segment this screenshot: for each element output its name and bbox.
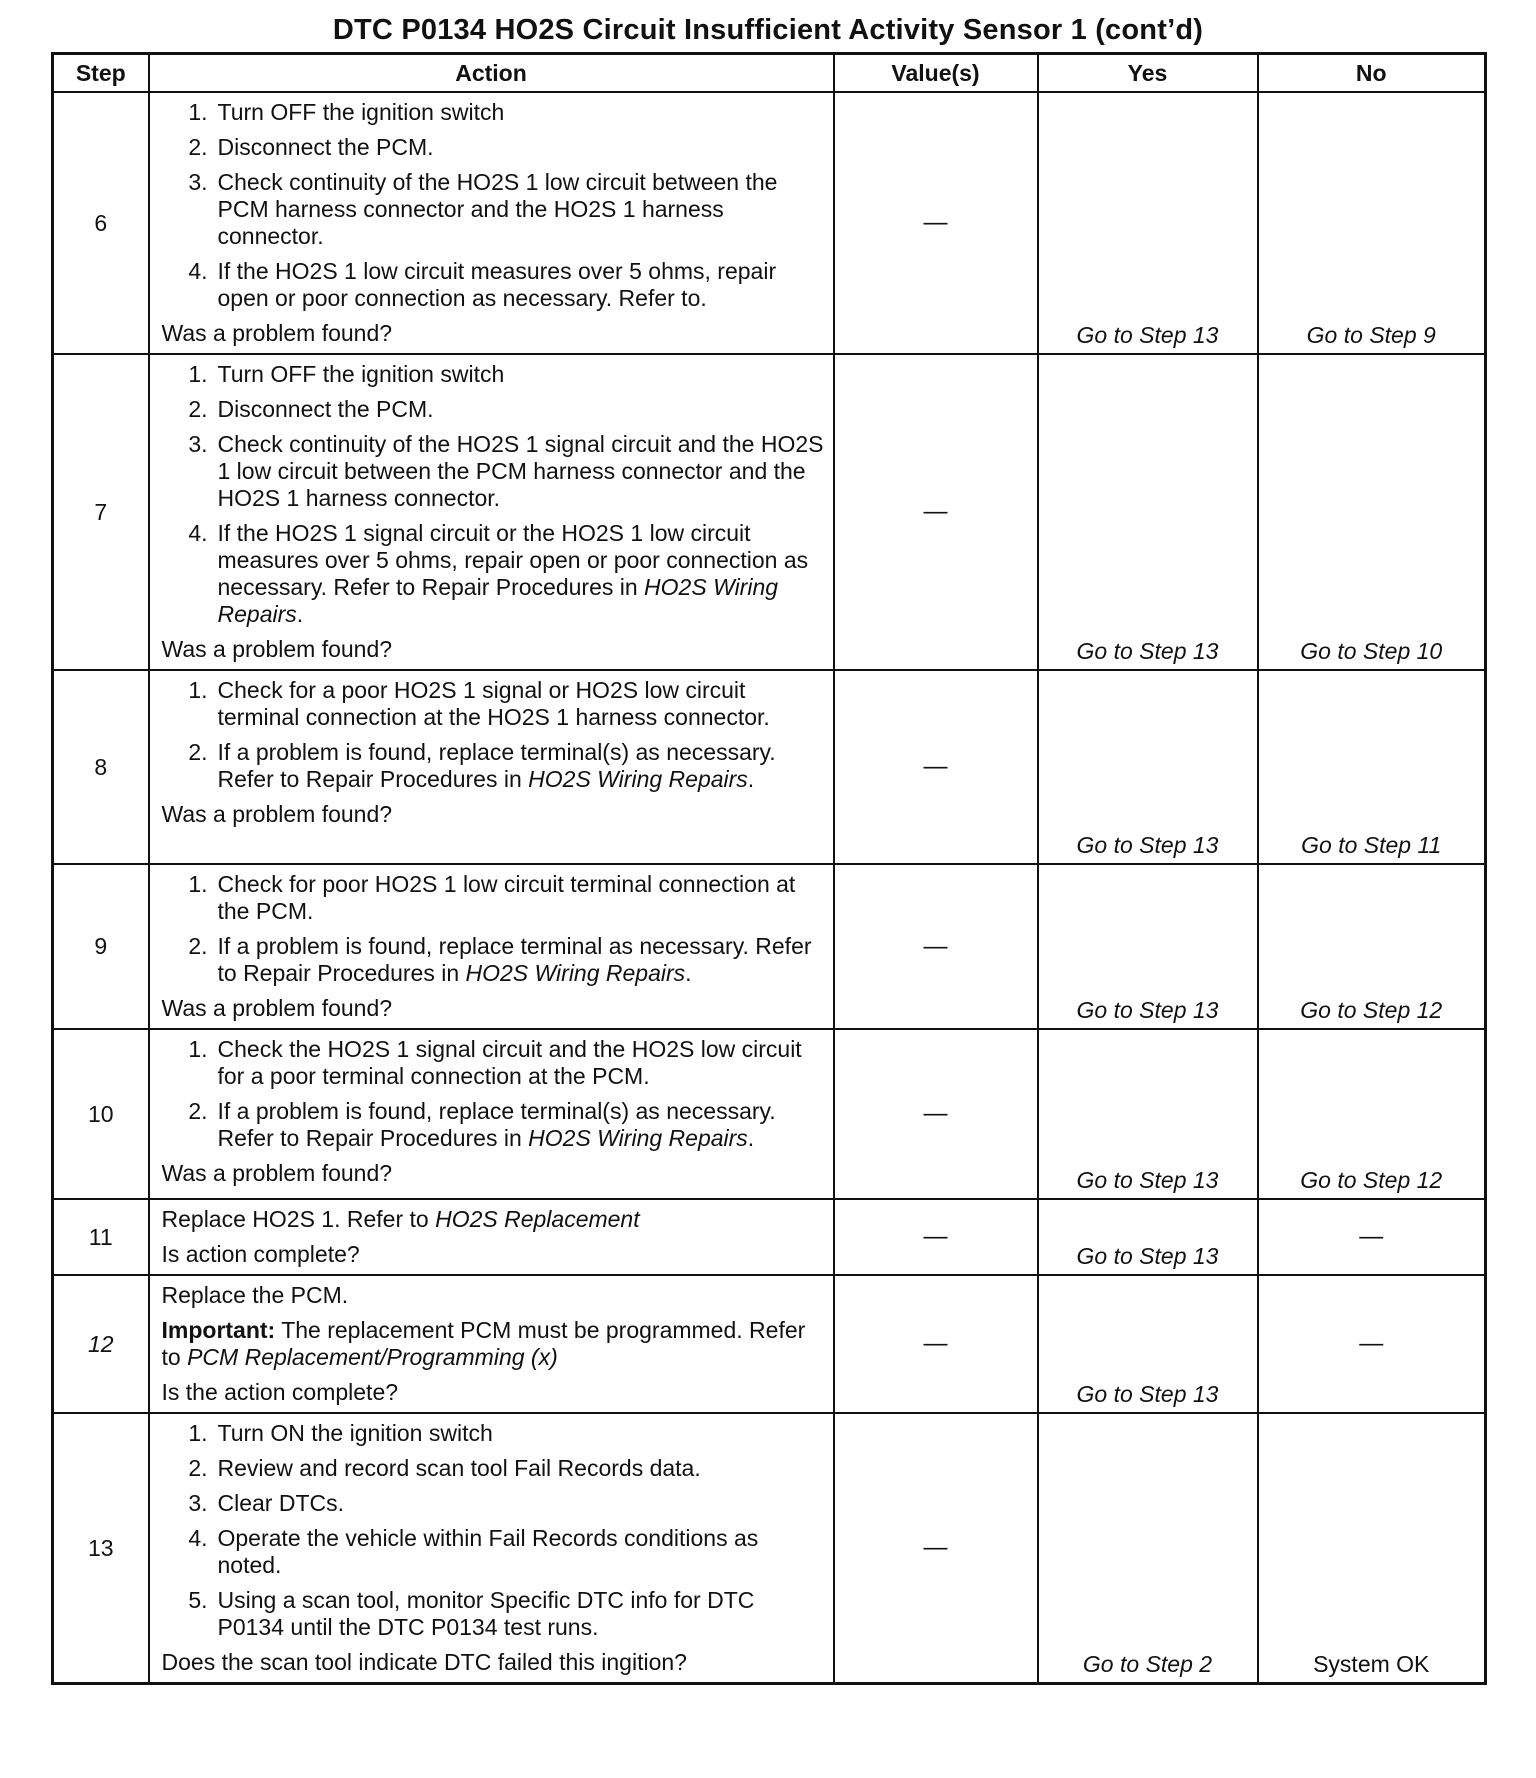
yes-result: Go to Step 13 [1076,832,1219,858]
no-cell [1258,354,1486,670]
item-number: 1. [188,871,208,897]
no-cell [1258,1029,1486,1199]
no-cell [1258,1413,1486,1684]
action-content [150,1030,833,1193]
no-result: Go to Step 10 [1300,638,1443,664]
yes-result: Go to Step 13 [1076,1381,1219,1407]
header-step: Step [53,54,149,93]
action-item [162,361,825,388]
value-cell: — [834,92,1038,354]
yes-cell [1038,1275,1258,1413]
item-text: If a problem is found, replace terminal(s) as necessary. Refer to Repair Procedures in HO2S Wiring Repairs. [217,1098,776,1151]
value-cell: — [834,864,1038,1029]
question-text: Was a problem found? [161,995,393,1021]
reference-link-text: PCM Replacement/Programming (x) [187,1344,558,1370]
action-item [162,1098,825,1152]
yes-result: Go to Step 2 [1082,1651,1213,1677]
item-number: 4. [188,258,208,284]
no-cell [1258,670,1486,864]
no-cell [1258,1199,1486,1275]
action-item [162,1455,825,1482]
action-item [162,933,825,987]
reference-link-text: HO2S Replacement [435,1206,640,1232]
yes-cell [1038,354,1258,670]
action-item [162,1525,825,1579]
item-number: 2. [188,396,208,422]
action-item [162,99,825,126]
yes-result: Go to Step 13 [1076,638,1219,664]
action-cell [149,92,834,354]
action-content [150,93,833,353]
action-item [162,739,825,793]
yes-cell [1038,1199,1258,1275]
step-number: 11 [53,1199,149,1275]
action-item [162,871,825,925]
item-text: Clear DTCs. [217,1490,345,1516]
item-text: Disconnect the PCM. [217,134,434,160]
no-cell [1258,864,1486,1029]
yes-result: Go to Step 13 [1076,997,1219,1023]
yes-result: Go to Step 13 [1076,1243,1219,1269]
step-number: 13 [53,1413,149,1684]
item-number: 2. [188,1455,208,1481]
table-row [53,92,1486,354]
table-row [53,1275,1486,1413]
yes-cell [1038,864,1258,1029]
action-content [150,1414,833,1682]
table-row [53,354,1486,670]
item-number: 4. [188,1525,208,1551]
item-text: Review and record scan tool Fail Records data. [217,1455,701,1481]
item-number: 1. [188,1036,208,1062]
yes-cell [1038,92,1258,354]
reference-link-text: HO2S Wiring Repairs [528,1125,748,1151]
no-cell [1258,1275,1486,1413]
action-cell [149,1275,834,1413]
action-item [162,1490,825,1517]
item-number: 2. [188,1098,208,1124]
item-text: Turn OFF the ignition switch [217,361,505,387]
item-number: 3. [188,1490,208,1516]
no-result: System OK [1313,1651,1430,1677]
header-values: Value(s) [834,54,1038,93]
item-number: 4. [188,520,208,546]
item-text: If a problem is found, replace terminal as necessary. Refer to Repair Procedures in HO2S Wiring Repairs. [217,933,812,986]
question-text: Is the action complete? [161,1379,399,1405]
item-text: If the HO2S 1 signal circuit or the HO2S 1 low circuit measures over 5 ohms, repair open or poor connection as necessary. Refer to Repair Procedures in HO2S Wiring Repairs. [217,520,809,627]
item-number: 1. [188,677,208,703]
step-number: 12 [53,1275,149,1413]
action-item [162,677,825,731]
value-cell: — [834,1029,1038,1199]
item-number: 1. [188,361,208,387]
action-cell [149,864,834,1029]
action-cell [149,1029,834,1199]
item-number: 2. [188,739,208,765]
item-text: Using a scan tool, monitor Specific DTC info for DTC P0134 until the DTC P0134 test runs. [217,1587,755,1640]
item-number: 2. [188,933,208,959]
action-item [162,520,825,628]
action-content [150,355,833,669]
action-paragraph: Replace HO2S 1. Refer to HO2S Replacement [161,1206,640,1232]
item-text: Check for poor HO2S 1 low circuit terminal connection at the PCM. [217,871,796,924]
item-number: 2. [188,134,208,160]
action-item [162,1587,825,1641]
item-number: 1. [188,99,208,125]
action-content [150,1276,833,1412]
action-content [150,1200,833,1274]
no-cell [1258,92,1486,354]
value-cell: — [834,670,1038,864]
step-number: 8 [53,670,149,864]
question-text: Does the scan tool indicate DTC failed this ingition? [161,1649,687,1675]
question-text: Was a problem found? [161,320,393,346]
item-text: Check continuity of the HO2S 1 signal circuit and the HO2S 1 low circuit between the PCM harness connector and the HO2S 1 harness connector. [217,431,824,511]
action-item [162,258,825,312]
item-text: Turn ON the ignition switch [217,1420,493,1446]
no-result: — [1359,1223,1384,1250]
action-item [162,1420,825,1447]
action-item [162,169,825,250]
table-row [53,864,1486,1029]
action-item [162,1036,825,1090]
action-cell [149,670,834,864]
yes-result: Go to Step 13 [1076,1167,1219,1193]
item-text: If the HO2S 1 low circuit measures over 5 ohms, repair open or poor connection as necessary. Refer to. [217,258,777,311]
important-label: Important: [161,1317,276,1343]
no-result: Go to Step 9 [1306,322,1436,348]
action-cell [149,1413,834,1684]
table-row [53,670,1486,864]
item-number: 3. [188,431,208,457]
action-paragraph: Replace the PCM. [161,1282,349,1308]
page-title: DTC P0134 HO2S Circuit Insufficient Activity Sensor 1 (cont’d) [332,14,1204,46]
step-number: 9 [53,864,149,1029]
no-result: Go to Step 12 [1300,997,1443,1023]
reference-link-text: HO2S Wiring Repairs [465,960,686,986]
action-content [150,671,833,834]
no-result: Go to Step 12 [1300,1167,1443,1193]
item-text: Check the HO2S 1 signal circuit and the HO2S low circuit for a poor terminal connection at the PCM. [217,1036,802,1089]
yes-cell [1038,1413,1258,1684]
action-item [162,134,825,161]
value-cell: — [834,1413,1038,1684]
item-text: Check continuity of the HO2S 1 low circuit between the PCM harness connector and the HO2S 1 harness connector. [217,169,778,249]
question-text: Was a problem found? [161,801,393,827]
item-text: Turn OFF the ignition switch [217,99,505,125]
action-cell [149,1199,834,1275]
yes-cell [1038,1029,1258,1199]
table-header-row [53,54,1486,93]
item-text: Disconnect the PCM. [217,396,434,422]
step-number: 7 [53,354,149,670]
no-result: Go to Step 11 [1301,832,1442,858]
yes-cell [1038,670,1258,864]
value-cell: — [834,1275,1038,1413]
table-row [53,1413,1486,1684]
reference-link-text: HO2S Wiring Repairs [217,574,779,627]
action-item [162,431,825,512]
step-number: 10 [53,1029,149,1199]
no-result: — [1359,1330,1384,1357]
table-row [53,1029,1486,1199]
value-cell: — [834,354,1038,670]
action-content [150,865,833,1028]
yes-result: Go to Step 13 [1076,322,1219,348]
table-row [53,1199,1486,1275]
question-text: Was a problem found? [161,1160,393,1186]
header-action: Action [149,54,834,93]
item-number: 3. [188,169,208,195]
action-cell [149,354,834,670]
action-item [162,396,825,423]
item-text: Check for a poor HO2S 1 signal or HO2S low circuit terminal connection at the HO2S 1 harness connector. [217,677,770,730]
header-no: No [1258,54,1486,93]
value-cell: — [834,1199,1038,1275]
item-number: 5. [188,1587,208,1613]
important-note: Important: The replacement PCM must be programmed. Refer to PCM Replacement/Programming (x) [161,1317,806,1370]
question-text: Was a problem found? [161,636,393,662]
item-text: If a problem is found, replace terminal(s) as necessary. Refer to Repair Procedures in HO2S Wiring Repairs. [217,739,776,792]
step-number: 6 [53,92,149,354]
item-number: 1. [188,1420,208,1446]
reference-link-text: HO2S Wiring Repairs [528,766,748,792]
item-text: Operate the vehicle within Fail Records conditions as noted. [217,1525,759,1578]
header-yes: Yes [1038,54,1258,93]
diagnostic-table [51,52,1487,1685]
question-text: Is action complete? [161,1241,360,1267]
